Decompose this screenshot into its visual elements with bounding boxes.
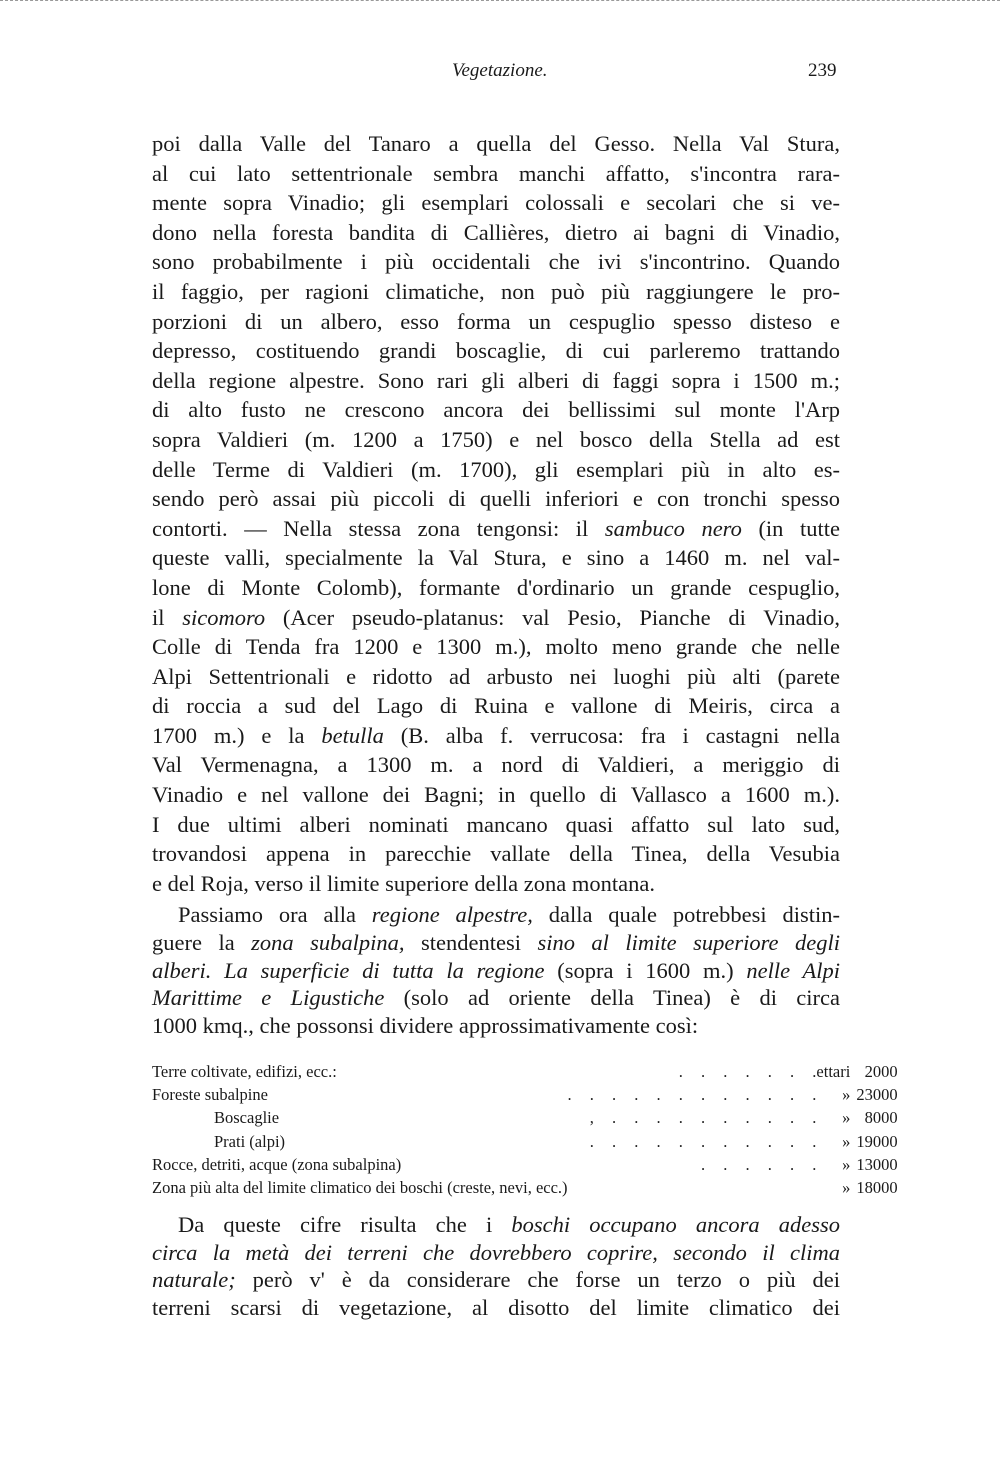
text-line: [152, 307, 840, 337]
leader-dots: [568, 1176, 817, 1199]
text-line: [152, 1294, 840, 1322]
text-line: [152, 543, 840, 573]
row-value: 23000: [856, 1085, 898, 1105]
leader-dots: , . . . . . . . . . .: [589, 1108, 817, 1128]
text-line: [152, 929, 840, 957]
land-area-table: [152, 1060, 898, 1199]
text-segment: 1000 kmq., che possonsi dividere approssimativamente così:: [152, 1013, 699, 1039]
scan-edge: [0, 0, 1000, 4]
text-segment: Colle di Tenda fra 1200 e 1300 m.), molto meno grande che nelle: [152, 634, 840, 660]
page-number: 239: [808, 60, 837, 81]
text-segment: Da queste cifre risulta che i: [178, 1212, 512, 1237]
table-row: [152, 1106, 898, 1129]
row-label: Foreste subalpine: [152, 1085, 268, 1105]
text-line: [152, 336, 840, 366]
text-segment: e del Roja, verso il limite superiore della zona montana.: [152, 870, 655, 896]
text-line: [152, 869, 840, 899]
text-segment: stendentesi: [404, 929, 538, 955]
text-line: [152, 247, 840, 277]
row-unit: »: [842, 1154, 851, 1174]
table-row: [152, 1153, 898, 1176]
italic-text: sicomoro: [182, 604, 266, 630]
row-value: 18000: [856, 1178, 898, 1198]
paragraph-2: [152, 901, 840, 1040]
text-line: [152, 984, 840, 1012]
italic-text: naturale;: [152, 1267, 236, 1292]
text-line: [152, 395, 840, 425]
text-segment: di alto fusto ne crescono ancora dei bellissimi sul monte l'Arp: [152, 397, 840, 423]
row-value: 8000: [864, 1108, 898, 1128]
text-segment: Vinadio e nel vallone dei Bagni; in quello di Vallasco a 1600 m.).: [152, 782, 840, 808]
text-line: [152, 603, 840, 633]
text-segment: mente sopra Vinadio; gli esemplari colossali e secolari che si ve-: [152, 190, 840, 216]
text-segment: (solo ad oriente della Tinea) è di circa: [384, 985, 840, 1011]
text-line: [152, 780, 840, 810]
text-segment: depresso, costituendo grandi boscaglie, di cui parleremo trattando: [152, 338, 840, 364]
leader-dots: . . . . . .: [701, 1154, 817, 1174]
text-line: [152, 1266, 840, 1294]
row-label: Rocce, detriti, acque (zona subalpina): [152, 1154, 402, 1174]
italic-text: Marittime e Ligustiche: [152, 985, 385, 1011]
row-unit: »: [842, 1131, 851, 1151]
text-line: [152, 901, 840, 929]
text-line: [152, 129, 840, 159]
text-segment: 1700 m.) e la: [152, 722, 322, 748]
italic-text: circa la metà dei terreni che dovrebbero coprire, secondo il clima: [152, 1239, 840, 1265]
text-segment: lone di Monte Colomb), formante d'ordinario un grande cespuglio,: [152, 574, 840, 600]
row-unit: »: [842, 1108, 851, 1128]
italic-text: sino al limite superiore degli: [537, 929, 840, 955]
text-segment: delle Terme di Valdieri (m. 1700), gli esemplari più in alto es-: [152, 456, 840, 482]
table-row: [152, 1130, 898, 1153]
text-segment: sendo però assai più piccoli di quelli inferiori e con tronchi spesso: [152, 486, 840, 512]
row-value: 13000: [856, 1154, 898, 1174]
text-segment: (Acer pseudo-platanus: val Pesio, Pianche di Vinadio,: [265, 604, 840, 630]
text-line: [152, 839, 840, 869]
text-line: [152, 632, 840, 662]
text-segment: queste valli, specialmente la Val Stura, e sino a 1460 m. nel val-: [152, 545, 840, 571]
text-segment: di roccia a sud del Lago di Ruina e vallone di Meiris, circa a: [152, 693, 840, 719]
text-line: [152, 484, 840, 514]
text-segment: Val Vermenagna, a 1300 m. a nord di Valdieri, a meriggio di: [152, 752, 840, 778]
text-line: [152, 455, 840, 485]
row-unit: ettari: [816, 1062, 851, 1081]
text-line: [152, 662, 840, 692]
row-label: Boscaglie: [214, 1108, 280, 1128]
row-label: Prati (alpi): [214, 1131, 286, 1151]
text-segment: porzioni di un albero, esso forma un cespuglio spesso disteso e: [152, 308, 840, 334]
text-segment: al cui lato settentrionale sembra manchi affatto, s'incontra rara-: [152, 160, 840, 186]
text-line: [152, 1239, 840, 1267]
text-line: [152, 573, 840, 603]
text-segment: Passiamo ora alla: [178, 902, 372, 927]
running-title: Vegetazione.: [452, 60, 548, 81]
text-segment: però v' è da considerare che forse un terzo o più dei: [235, 1267, 840, 1292]
text-segment: della regione alpestre. Sono rari gli alberi di faggi sopra i 1500 m.;: [152, 367, 840, 393]
italic-text: alberi. La superficie di tutta la regione: [152, 957, 545, 983]
italic-text: nelle Alpi: [746, 957, 840, 983]
text-line: [152, 810, 840, 840]
row-label: Zona più alta del limite climatico dei boschi (creste, nevi, ecc.): [152, 1178, 568, 1198]
paragraph-1: [152, 129, 840, 898]
row-value: 19000: [856, 1131, 898, 1151]
text-line: [152, 366, 840, 396]
text-segment: (sopra i 1600 m.): [544, 957, 747, 983]
text-line: [152, 188, 840, 218]
text-line: [152, 514, 840, 544]
text-segment: sono probabilmente i più occidentali che ivi s'incontrino. Quando: [152, 249, 840, 275]
text-segment: contorti. — Nella stessa zona tengonsi: il: [152, 515, 605, 541]
text-line: [152, 159, 840, 189]
text-segment: (B. alba f. verrucosa: fra i castagni nella: [383, 722, 841, 748]
italic-text: betulla: [321, 722, 384, 748]
row-unit: »: [842, 1085, 851, 1105]
text-segment: il: [152, 604, 183, 630]
row-label: Terre coltivate, edifizi, ecc.:: [152, 1062, 337, 1081]
italic-text: zona subalpina,: [251, 929, 405, 955]
text-line: [152, 1012, 840, 1040]
text-line: [152, 750, 840, 780]
text-line: [152, 721, 840, 751]
text-segment: terreni scarsi di vegetazione, al disotto del limite climatico dei: [152, 1294, 840, 1320]
text-segment: I due ultimi alberi nominati mancano quasi affatto sul lato sud,: [152, 811, 840, 837]
paragraph-3: [152, 1211, 840, 1321]
leader-dots: . . . . . . . . . . . .: [567, 1085, 817, 1105]
table-row: [152, 1060, 898, 1083]
text-line: [152, 277, 840, 307]
text-line: [152, 425, 840, 455]
row-unit: »: [842, 1178, 851, 1198]
italic-text: boschi occupano ancora adesso: [511, 1212, 840, 1237]
italic-text: regione alpestre,: [371, 902, 533, 927]
row-value: 2000: [864, 1062, 898, 1081]
text-segment: dono nella foresta bandita di Callières, dietro ai bagni di Vinadio,: [152, 219, 840, 245]
text-segment: guere la: [152, 929, 252, 955]
italic-text: sambuco nero: [604, 515, 742, 541]
text-segment: Alpi Settentrionali e ridotto ad arbusto nei luoghi più alti (parete: [152, 663, 840, 689]
text-segment: sopra Valdieri (m. 1200 a 1750) e nel bosco della Stella ad est: [152, 426, 840, 452]
text-line: [152, 691, 840, 721]
text-segment: (in tutte: [741, 515, 841, 541]
text-segment: il faggio, per ragioni climatiche, non può più raggiungere le pro-: [152, 278, 840, 304]
text-line: [152, 218, 840, 248]
table-row: [152, 1176, 898, 1199]
text-segment: dalla quale potrebbesi distin-: [532, 902, 840, 927]
text-segment: trovandosi appena in parecchie vallate della Tinea, della Vesubia: [152, 841, 840, 867]
table-row: [152, 1083, 898, 1106]
text-line: [152, 957, 840, 985]
text-segment: poi dalla Valle del Tanaro a quella del Gesso. Nella Val Stura,: [152, 131, 840, 156]
text-line: [152, 1211, 840, 1239]
leader-dots: . . . . . . . . . . .: [589, 1131, 817, 1151]
leader-dots: . . . . . . .: [678, 1062, 817, 1081]
